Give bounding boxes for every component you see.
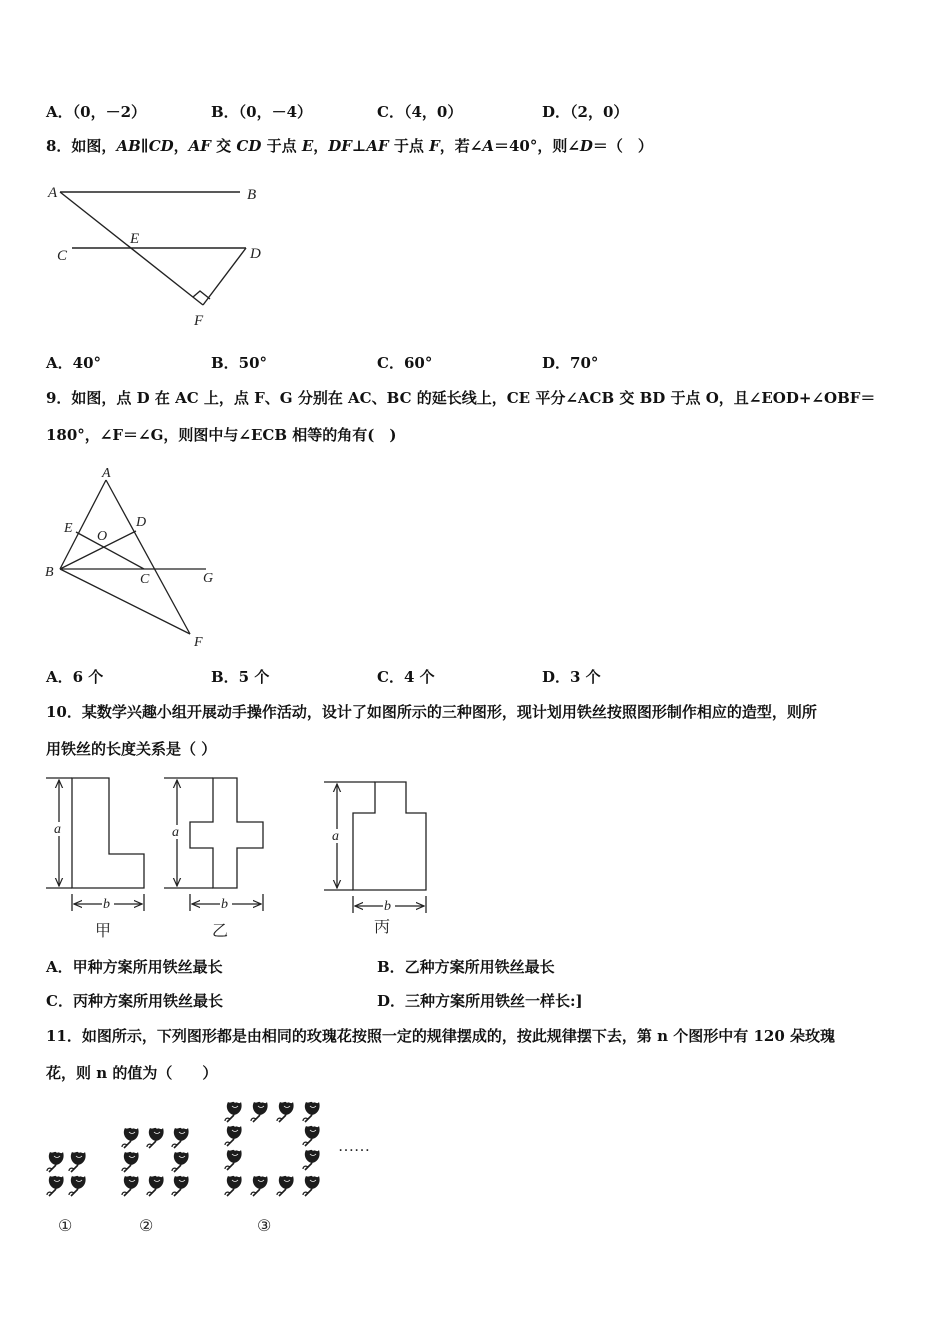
q9-label-f: F xyxy=(194,635,203,650)
q8-option-d: D．70° xyxy=(542,354,599,372)
pattern-2 xyxy=(122,1128,189,1196)
q10-stem-line2: 用铁丝的长度关系是（ ） xyxy=(46,740,217,758)
q8-option-c: C．60° xyxy=(377,354,433,372)
q8-stem-part: 于点 xyxy=(388,137,430,155)
q11-ellipsis: …… xyxy=(338,1138,370,1155)
shape-yi xyxy=(190,778,263,888)
q8-stem-part: CD xyxy=(236,137,262,155)
q10-stem-line1: 10．某数学兴趣小组开展动手操作活动，设计了如图所示的三种图形，现计划用铁丝按照图形制作相应的造型，则所 xyxy=(46,703,817,721)
yi-label-b: b xyxy=(221,897,228,912)
q8-stem-part: 交 xyxy=(210,137,237,155)
q10-option-a: A．甲种方案所用铁丝最长 xyxy=(46,958,223,976)
q8-stem-part: A xyxy=(482,137,494,155)
q10-option-c: C．丙种方案所用铁丝最长 xyxy=(46,992,223,1010)
q10-option-d: D．三种方案所用铁丝一样长:] xyxy=(377,992,583,1010)
q8-option-a: A．40° xyxy=(46,354,102,372)
caption-jia: 甲 xyxy=(95,923,112,940)
pattern-1 xyxy=(47,1152,86,1196)
jia-label-a: a xyxy=(54,822,61,837)
q7-option-d: D．（2，0） xyxy=(542,103,629,121)
q8-stem-part: ＝（ ） xyxy=(592,137,653,155)
q9-option-c: C．4 个 xyxy=(377,668,435,686)
bing-label-b: b xyxy=(384,899,391,914)
bing-label-a: a xyxy=(332,829,339,844)
yi-label-a: a xyxy=(172,825,179,840)
q8-option-b: B．50° xyxy=(211,354,268,372)
q9-label-b: B xyxy=(45,565,54,580)
q9-label-e: E xyxy=(64,521,73,536)
q9-option-d: D．3 个 xyxy=(542,668,601,686)
q11-stem-line1: 11．如图所示，下列图形都是由相同的玫瑰花按照一定的规律摆成的，按此规律摆下去，第 n 个图形中有 120 朵玫瑰 xyxy=(46,1027,835,1045)
q9-option-a: A．6 个 xyxy=(46,668,104,686)
q8-stem-part: ， xyxy=(173,137,189,155)
q8-figure xyxy=(40,178,280,338)
q8-stem-part: ，若∠ xyxy=(439,137,483,155)
q9-label-o: O xyxy=(97,529,108,544)
q7-option-c: C．（4，0） xyxy=(377,103,463,121)
q8-label-b: B xyxy=(247,187,257,203)
q8-stem-part: DF⊥AF xyxy=(328,137,389,155)
q7-option-b: B．（0，－4） xyxy=(211,103,313,121)
q11-stem-line2: 花，则 n 的值为（ ） xyxy=(46,1064,218,1082)
q11-label-2: ② xyxy=(139,1218,154,1235)
caption-bing: 丙 xyxy=(374,919,391,936)
q9-stem-line2: 180°，∠F＝∠G，则图中与∠ECB 相等的角有( ) xyxy=(46,426,397,444)
q9-option-b: B．5 个 xyxy=(211,668,270,686)
q8-stem-part: E xyxy=(301,137,314,155)
pattern-3 xyxy=(225,1102,320,1196)
q8-label-f: F xyxy=(194,313,204,329)
q8-stem-part: AF xyxy=(188,137,211,155)
q9-label-d: D xyxy=(136,515,147,530)
q9-label-g: G xyxy=(203,571,214,586)
q9-label-a: A xyxy=(102,466,111,481)
q8-label-a: A xyxy=(48,185,58,201)
jia-label-b: b xyxy=(103,897,110,912)
q8-stem-part: D xyxy=(579,137,593,155)
q11-figure xyxy=(40,1095,400,1245)
shape-jia xyxy=(72,778,144,888)
q8-stem-part: F xyxy=(429,137,440,155)
q11-label-1: ① xyxy=(58,1218,73,1235)
q10-option-b: B．乙种方案所用铁丝最长 xyxy=(377,958,555,976)
q8-label-c: C xyxy=(57,248,68,264)
q8-stem-part: ， xyxy=(313,137,329,155)
q9-stem-line1: 9．如图，点 D 在 AC 上，点 F、G 分别在 AC、BC 的延长线上，CE 平分∠ACB 交 BD 于点 O，且∠EOD+∠OBF＝ xyxy=(46,389,876,407)
q11-label-3: ③ xyxy=(257,1218,272,1235)
q8-stem-part: ＝40°，则∠ xyxy=(493,137,580,155)
shape-bing xyxy=(353,782,426,890)
q8-number: 8．如图， xyxy=(46,137,117,155)
q8-stem-part: 于点 xyxy=(261,137,302,155)
q9-figure xyxy=(40,462,230,652)
caption-yi: 乙 xyxy=(212,923,229,940)
q9-label-c: C xyxy=(140,572,150,587)
q8-label-d: D xyxy=(250,246,261,262)
q8-label-e: E xyxy=(130,231,140,247)
q10-figure xyxy=(40,770,440,942)
q7-option-a: A．（0，－2） xyxy=(46,103,147,121)
q8-stem-part: AB∥CD xyxy=(116,137,174,155)
q8-stem xyxy=(46,136,653,156)
